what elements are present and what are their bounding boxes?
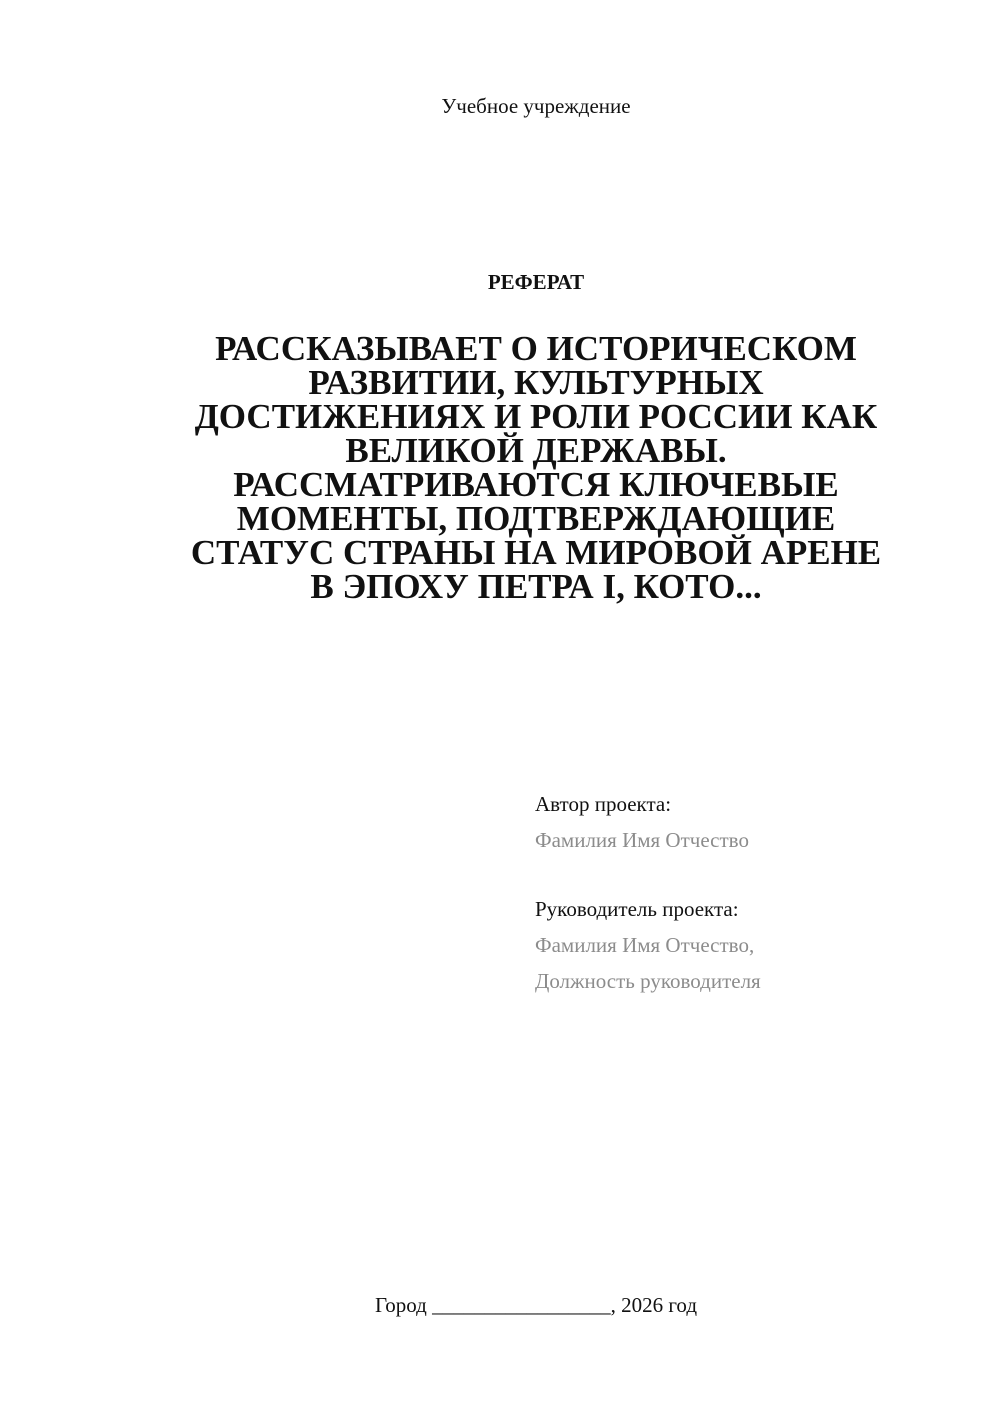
topic-line: РАССМАТРИВАЮТСЯ КЛЮЧЕВЫЕ [233,465,839,504]
city-year-line: Город _________________, 2026 год [374,1293,698,1317]
author-block [535,790,749,854]
institution-name: Учебное учреждение [441,94,631,118]
topic-line: МОМЕНТЫ, ПОДТВЕРЖДАЮЩИЕ [236,499,836,538]
topic-line: ВЕЛИКОЙ ДЕРЖАВЫ. [345,431,727,470]
topic-line: СТАТУС СТРАНЫ НА МИРОВОЙ АРЕНЕ [190,533,882,572]
supervisor-name: Фамилия Имя Отчество, [535,933,755,957]
topic-line: РАССКАЗЫВАЕТ О ИСТОРИЧЕСКОМ [215,329,857,368]
topic-line: РАЗВИТИИ, КУЛЬТУРНЫХ [308,363,764,402]
topic-line: В ЭПОХУ ПЕТРА I, КОТО... [310,567,762,606]
document-type: РЕФЕРАТ [487,270,585,294]
author-name: Фамилия Имя Отчество [535,828,749,852]
supervisor-label: Руководитель проекта: [535,897,739,921]
supervisor-position: Должность руководителя [535,969,761,993]
supervisor-block [535,895,761,995]
topic-line: ДОСТИЖЕНИЯХ И РОЛИ РОССИИ КАК [194,397,878,436]
topic-title [150,329,922,606]
author-label: Автор проекта: [535,792,672,816]
